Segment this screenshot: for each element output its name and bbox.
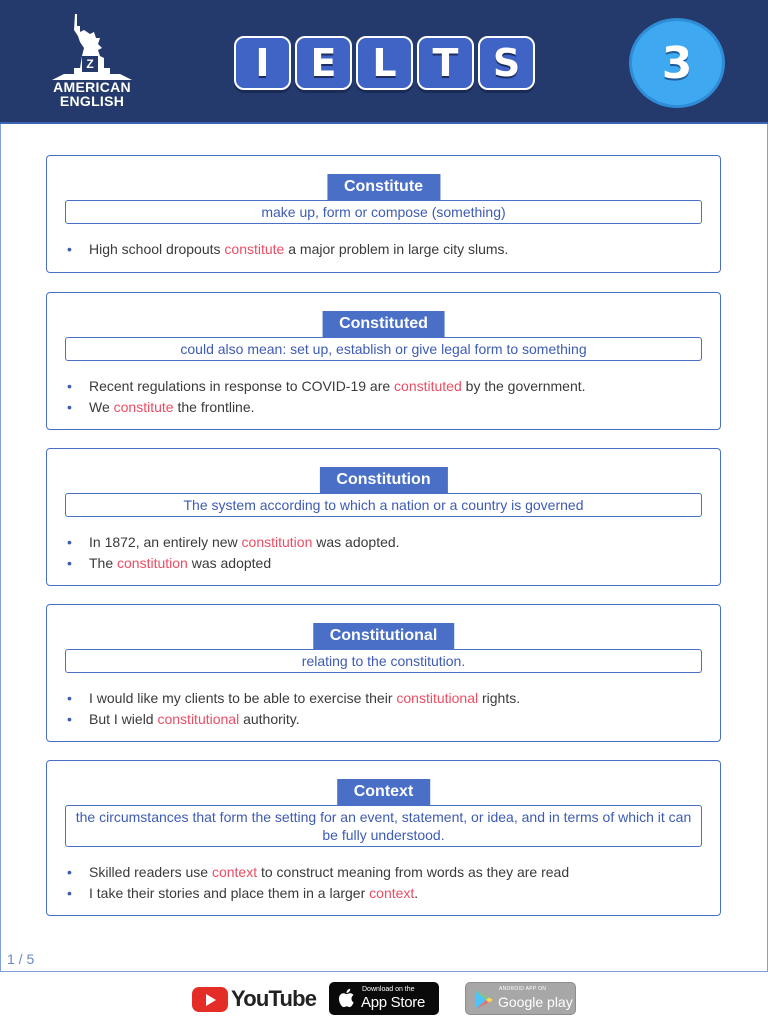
vocab-card (46, 604, 721, 742)
vocab-term: Constitution (319, 467, 447, 493)
example-list (67, 376, 586, 418)
vocab-card (46, 292, 721, 430)
example-sentence: • Recent regulations in response to COVID-19 are constituted by the government. (67, 376, 586, 397)
example-sentence: • We constitute the frontline. (67, 397, 586, 418)
highlighted-word: constitutional (396, 690, 479, 706)
google-play-badge[interactable] (465, 982, 576, 1015)
example-sentence: • The constitution was adopted (67, 553, 400, 574)
example-sentence: • I take their stories and place them in a larger context. (67, 883, 569, 904)
highlighted-word: context (369, 885, 415, 901)
example-sentence: • Skilled readers use context to construct meaning from words as they are read (67, 862, 569, 883)
highlighted-word: constitute (113, 399, 174, 415)
app-store-badge[interactable] (329, 982, 439, 1015)
google-play-icon (474, 990, 494, 1010)
vocab-term: Context (337, 779, 431, 805)
ielts-title (234, 36, 535, 90)
example-list (67, 688, 520, 730)
google-play-small-text: ANDROID APP ON (499, 986, 547, 992)
example-sentence: • In 1872, an entirely new constitution was adopted. (67, 532, 400, 553)
vocab-term: Constitutional (313, 623, 455, 649)
highlighted-word: constitutional (157, 711, 240, 727)
app-store-small-text: Download on the (362, 986, 415, 993)
american-english-logo[interactable] (44, 12, 140, 112)
title-letter: T (417, 36, 474, 90)
highlighted-word: constitution (117, 555, 188, 571)
example-list (67, 532, 400, 574)
vocab-term: Constitute (327, 174, 440, 200)
vocab-card (46, 155, 721, 273)
highlighted-word: constituted (394, 378, 462, 394)
google-play-label: Google play (498, 994, 573, 1010)
vocab-definition: make up, form or compose (something) (65, 200, 702, 224)
header-banner (0, 0, 768, 124)
example-sentence: • I would like my clients to be able to exercise their constitutional rights. (67, 688, 520, 709)
logo-text-line2: ENGLISH (59, 93, 125, 109)
example-sentence: • But I wield constitutional authority. (67, 709, 520, 730)
example-sentence: • High school dropouts constitute a major problem in large city slums. (67, 239, 508, 260)
highlighted-word: constitution (241, 534, 313, 550)
youtube-play-icon (192, 987, 228, 1012)
title-letter: E (295, 36, 352, 90)
highlighted-word: context (211, 864, 258, 880)
app-store-label: App Store (361, 994, 426, 1011)
logo-text-line1: AMERICAN (53, 79, 131, 95)
example-list (67, 239, 508, 260)
vocab-term: Constituted (322, 311, 445, 337)
title-letter: I (234, 36, 291, 90)
page-counter: 1 / 5 (7, 951, 35, 967)
example-list (67, 862, 569, 904)
vocab-definition: relating to the constitution. (65, 649, 702, 673)
youtube-link[interactable] (192, 986, 316, 1012)
title-letter: S (478, 36, 535, 90)
title-letter: L (356, 36, 413, 90)
footer (0, 974, 768, 1024)
youtube-label: YouTube (231, 986, 317, 1011)
lesson-number-badge: 3 (632, 21, 722, 105)
vocab-definition: could also mean: set up, establish or give legal form to something (65, 337, 702, 361)
apple-icon (337, 987, 357, 1009)
highlighted-word: constitute (224, 241, 285, 257)
vocab-card (46, 760, 721, 916)
vocab-definition: The system according to which a nation or a country is governed (65, 493, 702, 517)
vocab-definition: the circumstances that form the setting for an event, statement, or idea, and in terms of which it can be fully understood. (65, 805, 702, 847)
vocab-card (46, 448, 721, 586)
logo-badge: Z (82, 56, 98, 72)
